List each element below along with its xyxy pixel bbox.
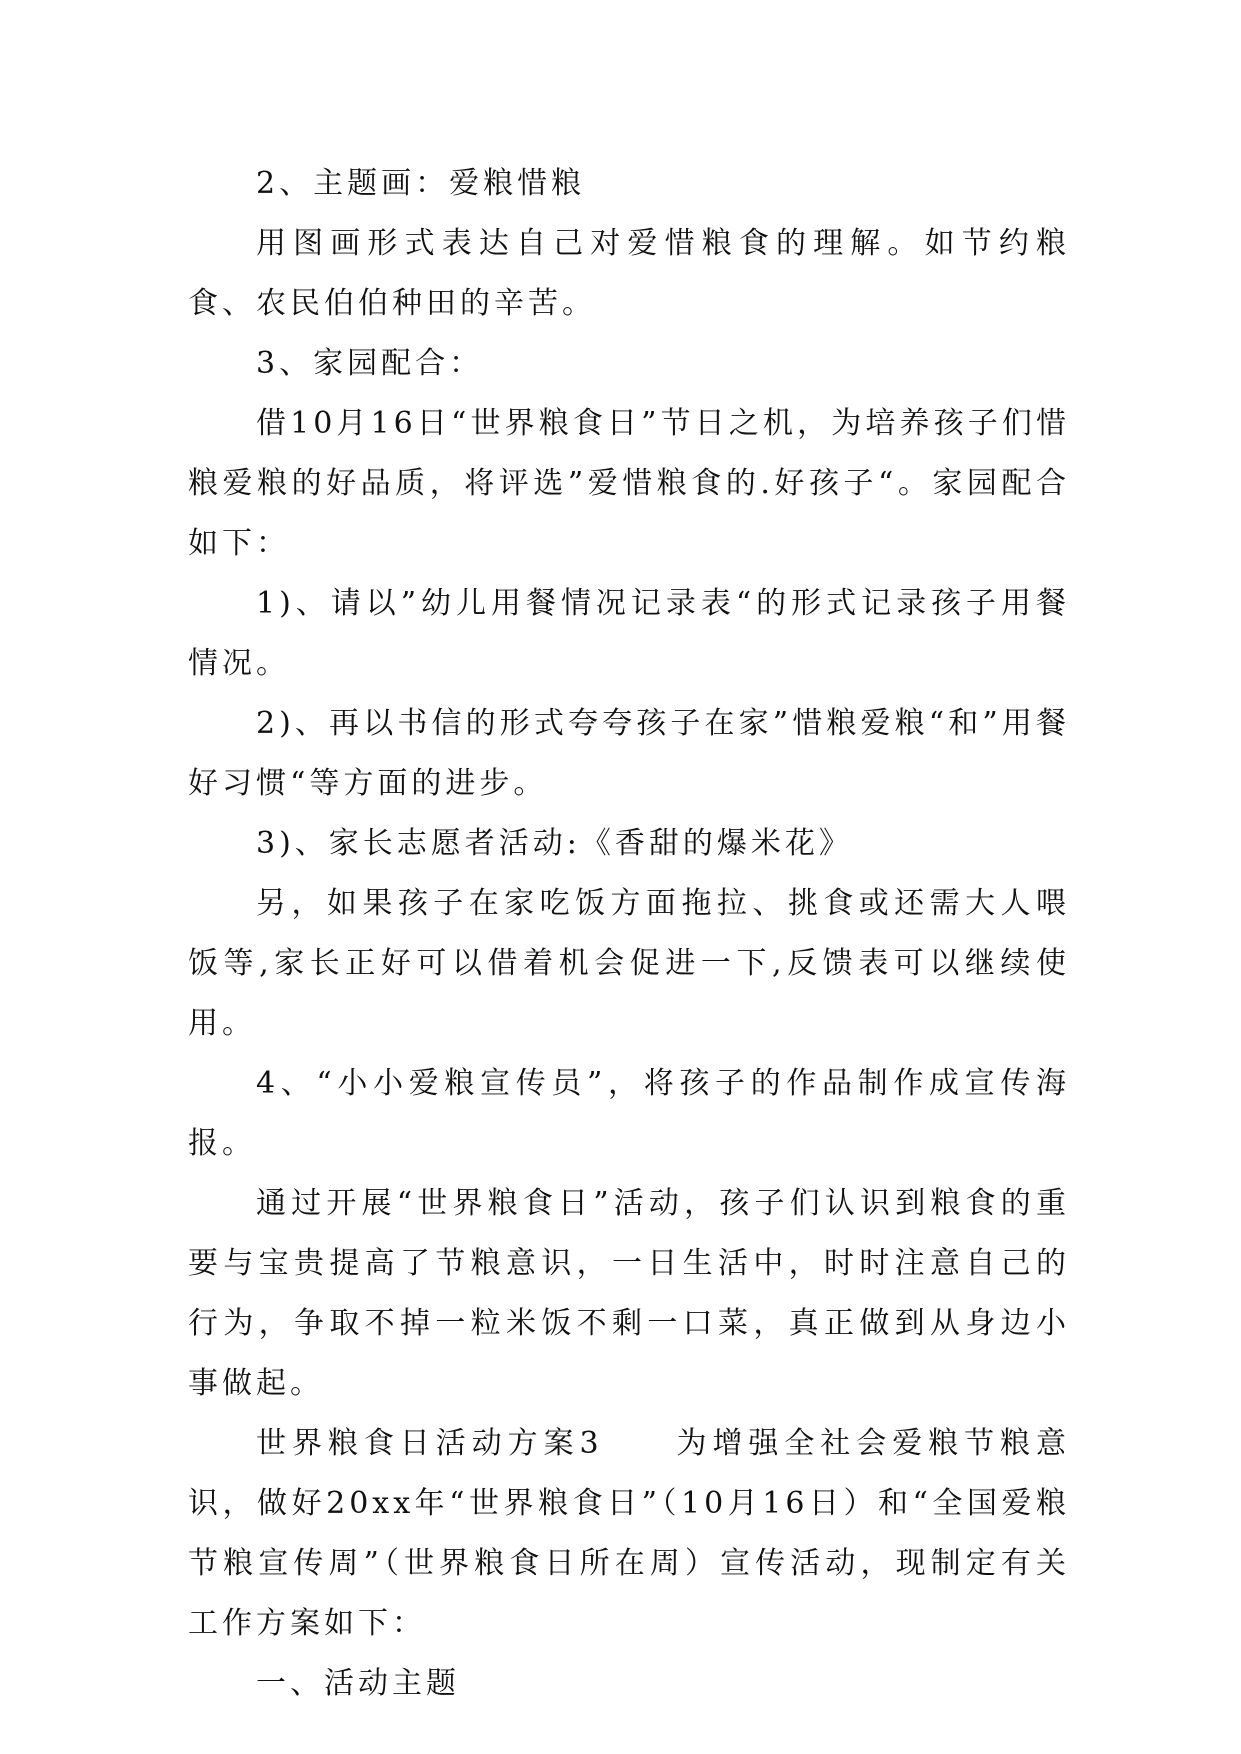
list-item-meal-record: 1)、请以”幼儿用餐情况记录表“的形式记录孩子用餐情况。: [188, 586, 1070, 681]
paragraph-home-school-intro: 借10月16日“世界粮食日”节日之机，为培养孩子们惜粮爱粮的好品质，将评选”爱惜粮食的.好孩子“。家园配合如下：: [188, 406, 1070, 561]
document-body: [188, 154, 1070, 1714]
list-item-praise-letter: 2)、再以书信的形式夸夸孩子在家”惜粮爱粮“和”用餐好习惯“等方面的进步。: [188, 706, 1070, 801]
paragraph-painting-description: 用图画形式表达自己对爱惜粮食的理解。如节约粮食、农民伯伯种田的辛苦。: [188, 226, 1070, 321]
paragraph-feedback-note: 另，如果孩子在家吃饭方面拖拉、挑食或还需大人喂饭等,家长正好可以借着机会促进一下,反馈表可以继续使用。: [188, 886, 1070, 1041]
paragraph-summary: 通过开展“世界粮食日”活动，孩子们认识到粮食的重要与宝贵提高了节粮意识，一日生活中，时时注意自己的行为，争取不掉一粒米饭不剩一口菜，真正做到从身边小事做起。: [188, 1186, 1070, 1401]
section-heading-propagandist: 4、“小小爱粮宣传员”，将孩子的作品制作成宣传海报。: [188, 1066, 1070, 1161]
section-heading-activity-theme: 一、活动主题: [256, 1666, 460, 1701]
section-heading-theme-painting: 2、主题画：爱粮惜粮: [256, 166, 586, 201]
section-heading-home-school: 3、家园配合：: [256, 346, 484, 381]
list-item-volunteer-activity: 3)、家长志愿者活动:《香甜的爆米花》: [256, 826, 853, 861]
paragraph-plan-3-intro: 世界粮食日活动方案3 为增强全社会爱粮节粮意识，做好20xx年“世界粮食日”（10月16日）和“全国爱粮节粮宣传周”（世界粮食日所在周）宣传活动，现制定有关工作方案如下：: [188, 1426, 1070, 1641]
